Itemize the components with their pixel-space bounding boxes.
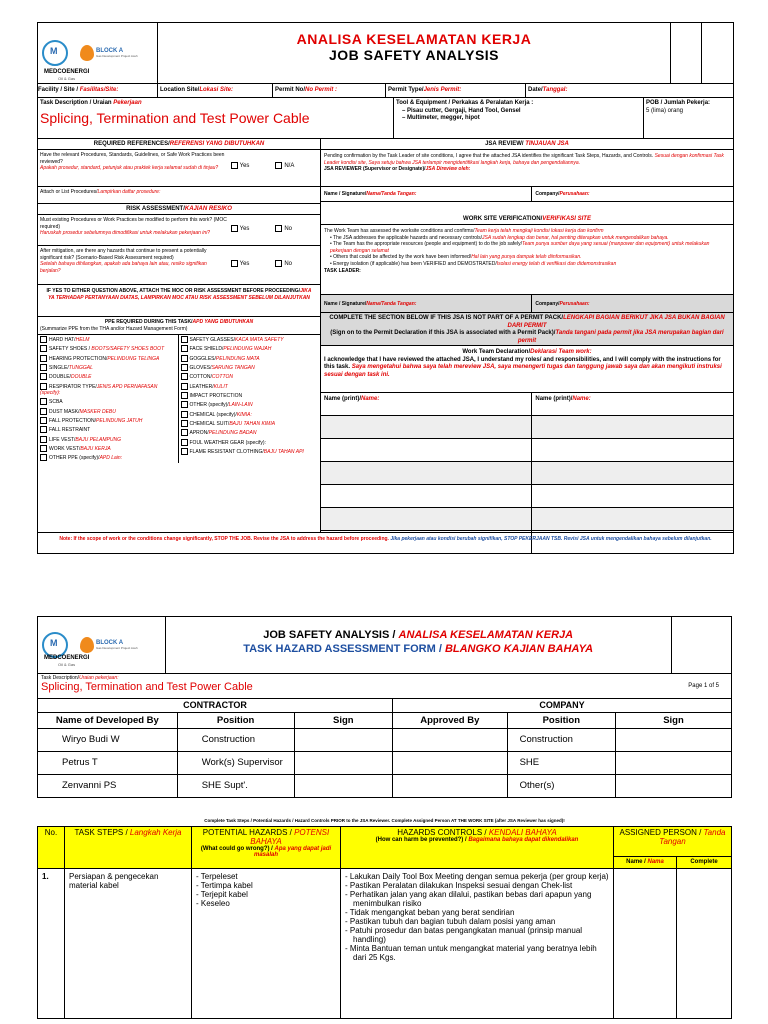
block-a-logo-icon [80,45,94,61]
permit-no-field[interactable]: Permit No/No Permit : [273,84,386,97]
ppe-checkbox-item[interactable]: OTHER (specify)/LAIN-LAIN [179,400,321,409]
approval-cell[interactable] [616,728,732,751]
hazard-item: - Terpeleset [196,871,238,881]
assigned-name-cell[interactable] [614,868,677,1018]
control-item: - Perhatikan jalan yang akan dilalui, pastikan bebas dari apapun yang menimbulkan risiko [345,889,592,908]
contractor-header: CONTRACTOR [38,699,393,712]
sheet2-task-row: Task Description/Uraian pekerjaan: Splicing, Termination and Test Power Cable Page 1 of 5 [37,674,732,699]
ppe-checkbox-item[interactable]: LIFE VEST/BAJU PELAMPUNG [38,435,178,444]
approval-cell[interactable] [393,774,508,797]
task-description-field[interactable]: Task Description / Uraian Pekerjaan Splicing, Termination and Test Power Cable [38,98,394,138]
info-row [38,84,733,98]
form-header [38,23,733,84]
ppe-checkbox-item[interactable]: HEARING PROTECTION/PELINDUNG TELINGA [38,354,178,363]
form-title-id: ANALISA KESELAMATAN KERJA [296,31,532,47]
ppe-checkbox-item[interactable]: APRON/PELINDUNG BADAN [179,428,321,437]
approval-cell[interactable] [616,774,732,797]
work-site-verification-text: The Work Team has assessed the worksite conditions and confirms/Team kerja telah mengkaji kondisi lokasi kerja dan konfirm • The JSA addresses the applicable hazards and necessary controls/JSA sudah lengkap dan benar, hal penting diterapkan untuk mengendalikan bahaya. • The Team has the appropriate resources (people and equipment) to do the job safely/Team punya sumber daya yang sesuai (manpower dan equipment) untuk melakukan pekerjaan dengan selamat • Others that could be affected by the work have been informed/Hal lain yang punya dampak telah diinformasikan. • Energy isolation (if applicable) has been VERIFIED and DEMOSTRATED/Isolasi energy telah di verifikasi dan didemonstrasikan TASK LEADER: [321,225,733,295]
left-column [38,139,321,532]
team-member-name-cell[interactable] [532,462,732,484]
ppe-checkbox-item[interactable]: LEATHER/KULIT [179,382,321,391]
hazard-item: - Terjepit kabel [196,889,248,899]
col-no: No. [38,826,65,868]
team-signature-row [321,508,733,531]
approval-cell: Zenvanni PS [38,774,178,797]
approval-cell: Wiryo Budi W [38,728,178,751]
question-procedures: Have the relevant Procedures, Standards, Guidelines, or Safe Work Practices been reviewed? Apakah prosedur, standard, petunjuk atau praktek kerja selamat sudah di tinjau? [40,152,225,171]
team-member-name-cell[interactable] [321,508,532,530]
company-logo [38,23,158,83]
scope-change-note: Note: If the scope of work or the conditions change significantly, STOP THE JOB. Revise the JSA to address the hazard before proceeding. Jika pekerjaan atau kondisi berubah signifikan, STOP PEKERJAAN TSB. Revisi JSA untuk mengendalikan bahaya sebelum dilanjutkan. [59,536,712,542]
ppe-checkbox-item[interactable]: FALL RESTRAINT [38,425,178,434]
approval-cell[interactable] [616,751,732,774]
developer-approval-table [37,699,732,798]
company-logo-2: M BLOCK A Gas Development Project Aceh MEDCOENERGI Oil & Gas [38,617,165,673]
ppe-checkbox-item[interactable]: CHEMICAL (specify)/KIMIA: [179,410,321,419]
ppe-checkbox-item[interactable]: FLAME RESISTANT CLOTHING/BAJU TAHAN API [179,447,321,456]
ppe-checkbox-item[interactable]: SAFETY GLASSES/KACA MATA SAFETY [179,335,321,344]
attach-procedures-field[interactable]: Attach or List Procedures/Lampirkan daftar prosedure: [38,187,320,204]
team-member-name-cell[interactable] [321,439,532,461]
approval-cell[interactable] [294,728,393,751]
approval-row [38,774,732,797]
ppe-checkbox-item[interactable]: DOUBLE/DOUBLE [38,372,178,381]
ppe-list [38,335,320,463]
team-member-name-cell[interactable] [321,416,532,438]
tool-item: – Pisau cutter, Gergaji, Hand Tool, Gensel [402,107,521,114]
q2-yes-checkbox[interactable]: Yes [231,215,276,245]
col-name: Name / Nama [614,856,677,868]
reviewer-name-signature-field[interactable]: Name / Signature/Nama/Tanda Tangan: [321,187,532,201]
question-residual-risk: After mitigation, are there any hazards that continue to present a potentially significant risk? (Scenario-Based Risk Assessment required) Setelah bahaya dihilangkan, apakah ada bahaya lain atau, resiko signifikan berjalan? [40,248,207,274]
ppe-checkbox-item[interactable]: SAFETY SHOES / BOOTS/SAFETY SHOES BOOT [38,344,178,353]
control-item: - Pastikan Peralatan dilakukan Inspeksi sesuai dengan Chek-list [345,880,573,890]
q3-yes-checkbox[interactable]: Yes [231,246,276,284]
block-logo-text: BLOCK A [96,48,124,54]
team-name-print-field-2[interactable]: Name (print)/Name: [535,396,591,402]
complete-cell[interactable] [677,868,732,1018]
q3-no-checkbox[interactable]: No [275,246,320,284]
approval-cell[interactable] [294,751,393,774]
control-item: - Patuhi prosedur dan batas pengangkatan manual (prinsip manual handling) [345,925,583,944]
team-signature-row [321,485,733,508]
permit-pack-instruction: COMPLETE THE SECTION BELOW IF THIS JSA IS NOT PART OF A PERMIT PACK/LENGKAPI BAGIAN BERIKUT JIKA JSA BUKAN BAGIAN DARI PERMIT (Sign on to the Permit Declaration if this JSA is associated with a Permit Pack)/Tanda tangani pada permit jika JSA merupakan bagian dari permit [321,313,733,346]
hazard-item: - Keseleo [196,898,230,908]
approval-column-header: Position [507,712,615,728]
ppe-checkbox-item[interactable]: OTHER PPE (specify)/APD Lain: [38,453,178,462]
q1-yes-checkbox[interactable]: Yes [231,150,276,186]
approval-cell: SHE [507,751,615,774]
ppe-checkbox-item[interactable]: RESPIRATOR TYPE/JENIS APD PERNAFASAN (specify): [40,383,158,396]
ppe-checkbox-item[interactable]: CHEMICAL SUIT/BAJU TAHAN KIMIA [179,419,321,428]
right-column [321,139,733,532]
permit-type-field[interactable]: Permit Type/Jenis Permit: [386,84,526,97]
task-step-row [38,868,732,1018]
team-signature-row [321,531,733,554]
work-team-declaration: Work Team Declaration/Deklarasi Team work: I acknowledge that I have reviewed the attached JSA, I understand my roles/ and responsibilities, and I will comply with the instructions for this task. Saya mengetahui bahwa saya telah mereview JSA, saya menengerti tugas dan tanggung jawab saya dan akan mengikuti instruksi sesuai dengan task ini. [321,346,733,393]
if-yes-instruction: IF YES TO EITHER QUESTION ABOVE, ATTACH THE MOC OR RISK ASSESSMENT BEFORE PROCEEDING/JIKA YA TERHADAP PERTANYAAN DIATAS, LAMPIRKAN MOC ATAU RISK ASSESSMENT SEBELUM DILANJUTKAN [38,285,320,317]
page-indicator: Page 1 of 5 [688,683,719,689]
form-title-en: JOB SAFETY ANALYSIS [328,47,500,63]
team-signature-row [321,462,733,485]
task-hazard-table [37,826,732,1019]
medco-logo-sub: Oil & Gas [58,76,76,81]
ppe-header: PPE REQUIRED DURING THIS TASK/APD YANG DIBUTUHKAN (Summarize PPE from the THA and/or Hazard Management Form) [38,317,320,335]
q2-no-checkbox[interactable]: No [275,215,320,245]
team-member-name-cell[interactable] [532,439,732,461]
team-member-name-cell[interactable] [321,485,532,507]
location-field[interactable]: Location Site/Lokasi Site: [158,84,273,97]
col-complete: Complete [677,856,732,868]
signature-rows [321,416,733,554]
approval-cell: SHE Supt'. [177,774,294,797]
form-body [38,139,733,533]
approval-column-header: Name of Developed By [38,712,178,728]
facility-field[interactable]: Facility / Site / Fasilitas/Site: [38,84,158,97]
task-description-value: Splicing, Termination and Test Power Cable [40,109,310,126]
approval-cell[interactable] [393,728,508,751]
sheet2-instruction: Complete Task Steps / Potential Hazards / Hazard Controls PRIOR to the JSA Reviewer. Complete Assigned Person AT THE WORK SITE (after JSA Reviewer has signed)! [204,817,565,823]
approval-column-header: Sign [294,712,393,728]
control-item: - Tidak mengangkat beban yang berat sendirian [345,907,515,917]
jsa-review-text: Pending confirmation by the Task Leader of site conditions, I agree that the attached JSA identifies the significant Task Steps, Hazards, and Controls. Sesuai dengan konfirmasi Task Leader kondisi site, Saya setuju bahwa JSA terlampir mengidentifikasi langkah kerja, bahaya dan pengendaliannya. JSA REVIEWER (Supervisor or Designate)/JSA Direview oleh: [321,150,733,187]
team-member-name-cell[interactable] [532,508,732,530]
form-title-block [158,23,671,83]
ppe-checkbox-item[interactable]: GOGGLES/PELINDUNG MATA [179,354,321,363]
col-task-steps: TASK STEPS / Langkah Kerja [65,826,192,868]
ppe-checkbox-item[interactable]: WORK VEST/BAJU KERJA [38,444,178,453]
leader-company-field[interactable]: Company/Perusahaan: [535,301,590,307]
tools-field[interactable]: Tool & Equipment / Perkakas & Peralatan Kerja : – Pisau cutter, Gergaji, Hand Tool, Gensel – Multimeter, megger, hipot [394,98,644,138]
approval-cell[interactable] [294,774,393,797]
col-potential-hazards: POTENTIAL HAZARDS / POTENSI BAHAYA (What could go wrong?) / Apa yang dapat jadi masalah [192,826,341,868]
work-site-verification-header: WORK SITE VERIFICATION/VERIFIKASI SITE [321,214,733,225]
ppe-checkbox-item[interactable]: COTTON/COTTON [179,372,321,381]
reviewer-company-field[interactable]: Company/Perusahaan: [535,191,590,197]
col-assigned-person: ASSIGNED PERSON / Tanda Tangan [614,826,732,856]
q1-na-checkbox[interactable]: N/A [275,150,320,186]
company-header: COMPANY [393,699,732,712]
approval-cell: Other(s) [507,774,615,797]
team-signature-row [321,439,733,462]
date-field[interactable]: Date/Tanggal: [528,87,568,93]
pob-field[interactable]: POB / Jumlah Pekerja: 5 (lima) orang [646,100,711,114]
control-item: - Pastikan tubuh dan bagian tubuh dalam posisi yang aman [345,916,556,926]
risk-assessment-header: RISK ASSESSMENT/KAJIAN RESIKO [38,204,320,215]
control-list [341,868,614,1018]
ppe-checkbox-item[interactable]: GLOVES/SARUNG TANGAN [179,363,321,372]
block-a-logo-icon [80,637,94,653]
team-signature-row [321,416,733,439]
ppe-checkbox-item[interactable]: FACE SHIELD/PELINDUNG WAJAH [179,344,321,353]
approval-row [38,751,732,774]
ppe-checkbox-item[interactable]: SINGLE/TUNGGAL [38,363,178,372]
approval-cell[interactable] [393,751,508,774]
team-member-name-cell[interactable] [532,416,732,438]
approval-column-header: Approved By [393,712,508,728]
ppe-checkbox-item[interactable]: HARD HAT/HELM [38,335,178,344]
leader-name-signature-field[interactable]: Name / Signature/Nama/Tanda Tangan: [321,295,532,312]
step-description: Persiapan & pengecekan material kabel [65,868,192,1018]
task-hazard-assessment-sheet [37,616,732,1019]
hazard-item: - Tertimpa kabel [196,880,253,890]
verification-item: • Energy isolation (if applicable) has been VERIFIED and DEMOSTRATED/Isolasi energy telah di verifikasi dan didemonstrasikan [330,260,617,267]
sheet2-subtitle: TASK HAZARD ASSESSMENT FORM / BLANGKO KAJIAN BAHAYA [243,643,594,655]
block-logo-sub: Gas Development Project Aceh [96,54,138,58]
verification-item: • Others that could be affected by the work have been informed/Hal lain yang punya dampak telah diinformasikan. [330,254,582,260]
sheet2-task-value: Splicing, Termination and Test Power Cable [41,681,253,693]
required-references-header: REQUIRED REFERENCES/REFERENSI YANG DIBUTUHKAN [38,139,320,150]
team-name-print-field[interactable]: Name (print)/Name: [321,393,532,415]
team-member-name-cell[interactable] [532,485,732,507]
ppe-checkbox-item[interactable]: SCBA [38,397,178,406]
hazard-list [192,868,341,1018]
step-number: 1. [38,868,65,1018]
verification-item: • The JSA addresses the applicable hazards and necessary controls/JSA sudah lengkap dan benar, hal penting diterapkan untuk mengendalikan bahaya. [330,234,669,241]
ppe-checkbox-item[interactable]: DUST MASK/MASKER DEBU [38,407,178,416]
sheet2-title-block [165,617,672,673]
approval-row [38,728,732,751]
medco-logo-text: MEDCOENERGI [44,69,90,75]
approval-column-header: Position [177,712,294,728]
sheet2-header [37,616,732,674]
question-moc: Must existing Procedures or Work Practices be modified to perform this work? (MOC required) Haruskah prosedur sebelumnya dimodifikasi untuk melakukan pekerjaan ini? [40,217,227,236]
approval-cell: Work(s) Supervisor [177,751,294,774]
approval-cell: Construction [507,728,615,751]
ppe-checkbox-item[interactable]: IMPACT PROTECTION [179,391,321,400]
approval-column-header: Sign [616,712,732,728]
sheet2-title: JOB SAFETY ANALYSIS / ANALISA KESELAMATAN KERJA [263,629,574,641]
jsa-form-sheet [37,22,734,554]
approval-cell: Petrus T [38,751,178,774]
jsa-review-header: JSA REVIEW/ TINJAUAN JSA [321,139,733,150]
medco-logo-icon [42,40,68,66]
ppe-checkbox-item[interactable]: FOUL WEATHER GEAR (specify): [179,438,321,447]
tool-item: – Multimeter, megger, hipot [402,115,480,121]
verification-item: • The Team has the appropriate resources (people and equipment) to do the job safely/Team punya sumber daya yang sesuai (manpower dan equipment) untuk melakukan pekerjaan dengan selamat [330,241,710,254]
task-leader-label: TASK LEADER: [324,268,361,274]
ppe-checkbox-item[interactable]: FALL PROTECTION/PELINDUNG JATUH [38,416,178,425]
control-item: - Lakukan Daily Tool Box Meeting dengan semua pekerja (per group kerja) [345,871,609,881]
col-hazard-controls: HAZARDS CONTROLS / KENDALI BAHAYA (How can harm be prevented?) / Bagaimana bahaya dapat dikendalikan [341,826,614,868]
approval-cell: Construction [177,728,294,751]
task-row [38,98,733,139]
team-member-name-cell[interactable] [321,462,532,484]
control-item: - Minta Bantuan teman untuk mengangkat material yang beratnya lebih dari 25 Kgs. [345,943,597,962]
